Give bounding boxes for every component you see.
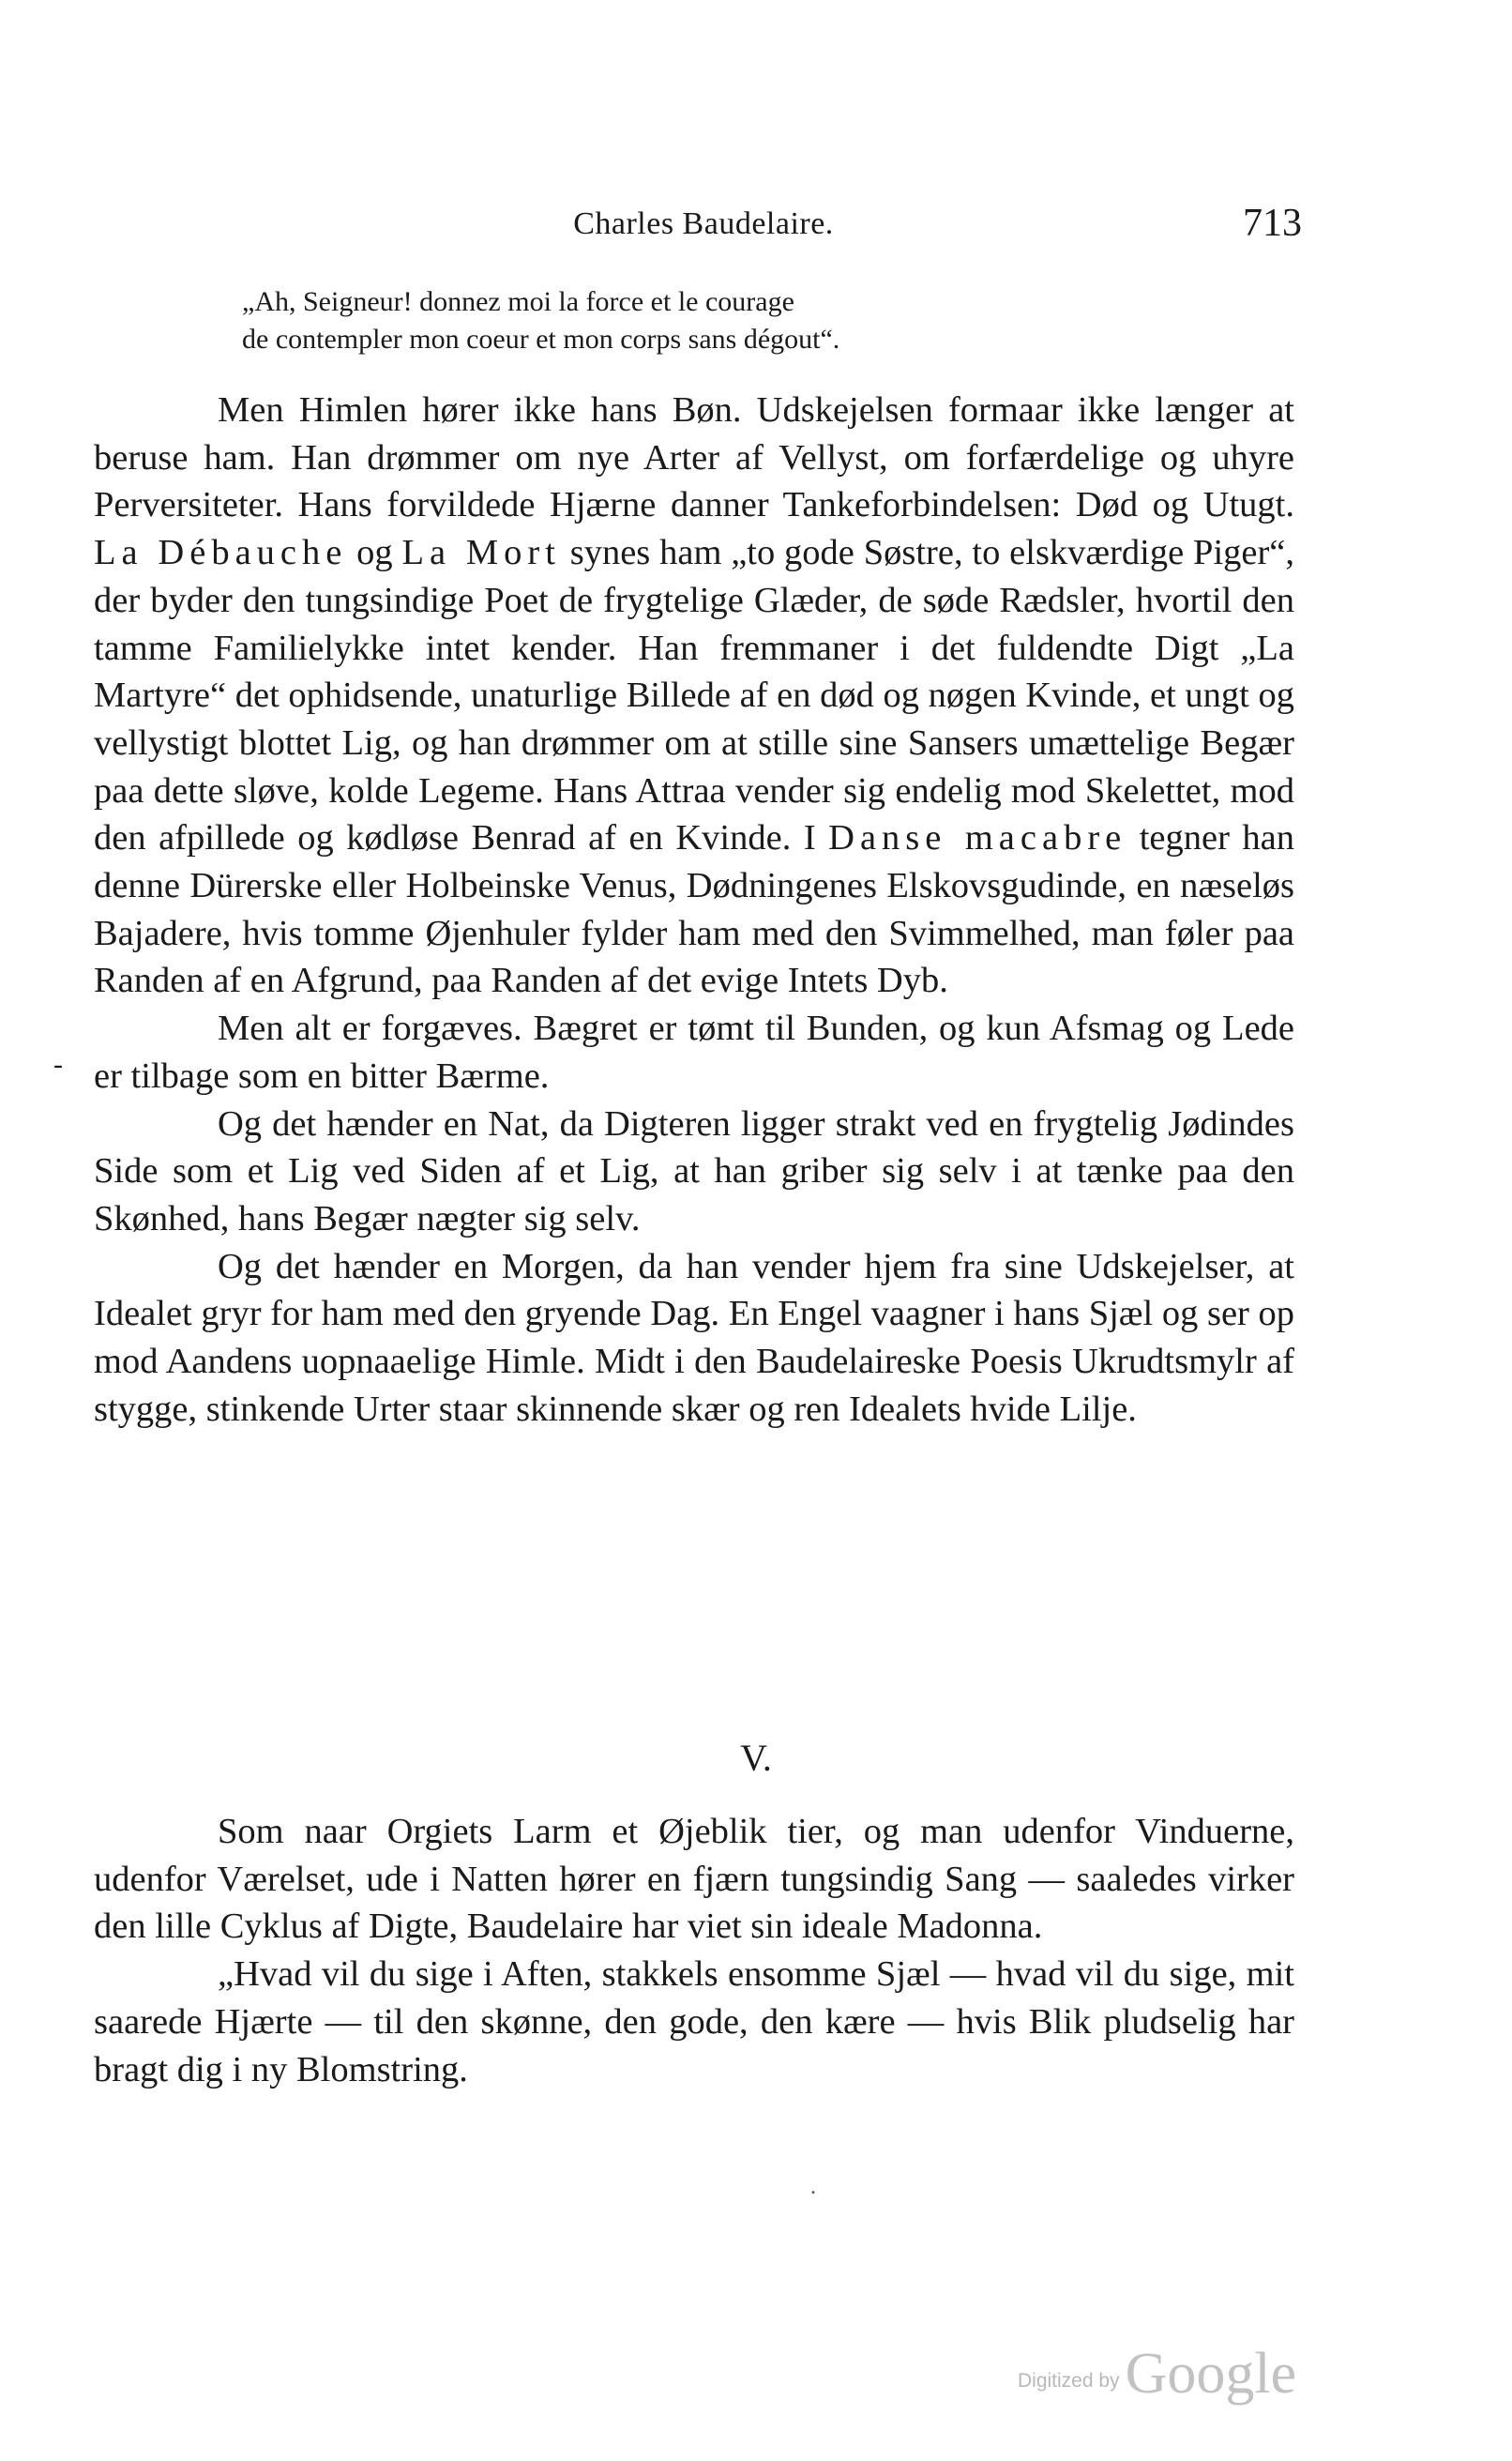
margin-mark: -: [53, 1049, 63, 1080]
paragraph-1-text-g: tegner han denne Dürerske eller Holbeinske Venus, Dødningenes Elskovsgudinde, en næseløs Bajadere, hvis tomme Øjenhuler fylder ham med den Svimmelhed, man føler paa Randen af en Afgrund, paa Randen af det evige Intets Dyb.: [94, 818, 1295, 1001]
watermark-prefix: Digitized by: [1018, 2370, 1120, 2392]
stray-dot: .: [810, 2175, 816, 2199]
page-number: 713: [1243, 202, 1302, 245]
epigraph-quote: [242, 283, 839, 358]
paragraph-3: Og det hænder en Nat, da Digteren ligger strakt ved en frygtelig Jødindes Side som et Lig ved Siden af et Lig, at han griber sig selv i at tænke paa den Skønhed, hans Begær nægter sig selv.: [94, 1103, 1294, 1238]
quote-line-2: de contempler mon coeur et mon corps sans dégout“.: [242, 324, 840, 355]
body-text-part-2: [94, 1808, 1294, 2093]
section-heading: V.: [740, 1737, 772, 1779]
paragraph-1-text-e: synes ham „to gode Søstre, to elskværdige Piger“, der byder den tungsindige Poet de frygtelige Glæder, de søde Rædsler, hvortil den tamme Familielykke intet kender. Han fremmaner i det fuldendte Digt „La Martyre“ det ophidsende, unaturlige Billede af en død og nøgen Kvinde, et ungt og vellystigt blottet Lig, og han drømmer om at stille sine Sansers umættelige Begær paa dette sløve, kolde Legeme. Hans Attraa vender sig endelig mod Skelettet, mod den afpillede og kødløse Benrad af en Kvinde. I: [94, 533, 1295, 858]
paragraph-2: Men alt er forgæves. Bægret er tømt til Bunden, og kun Afsmag og Lede er tilbage som en bitter Bærme.: [94, 1009, 1294, 1096]
paragraph-6: „Hvad vil du sige i Aften, stakkels ensomme Sjæl — hvad vil du sige, mit saarede Hjærte — til den skønne, den gode, den kære — hvis Blik pludselig har bragt dig i ny Blomstring.: [94, 1954, 1294, 2089]
body-text-part-1: [94, 387, 1294, 1433]
running-title: Charles Baudelaire.: [573, 206, 834, 241]
paragraph-1-text-c: og: [356, 533, 393, 573]
emphasis-danse-macabre: Danse macabre: [828, 818, 1127, 858]
digitized-watermark: [1018, 2341, 1296, 2408]
paragraph-1: [94, 387, 1294, 1005]
quote-line-1: „Ah, Seigneur! donnez moi la force et le courage: [242, 286, 794, 317]
google-logo: Google: [1125, 2342, 1297, 2406]
paragraph-5: Som naar Orgiets Larm et Øjeblik tier, og man udenfor Vinduerne, udenfor Værelset, ude i Natten hører en fjærn tungsindig Sang — saaledes virker den lille Cyklus af Digte, Baudelaire har viet sin ideale Madonna.: [94, 1812, 1294, 1947]
emphasis-la-debauche: La Débauche: [94, 533, 348, 573]
emphasis-la-mort: La Mort: [401, 533, 561, 573]
paragraph-1-text-a: Men Himlen hører ikke hans Bøn. Udskejelsen formaar ikke længer at beruse ham. Han drømmer om nye Arter af Vellyst, om forfærdelige og uhyre Perversiteter. Hans forvildede Hjærne danner Tankeforbindelsen: Død og Utugt.: [94, 390, 1294, 525]
running-header: [94, 202, 1313, 263]
paragraph-4: Og det hænder en Morgen, da han vender hjem fra sine Udskejelser, at Idealet gryr for ham med den gryende Dag. En Engel vaagner i hans Sjæl og ser op mod Aandens uopnaaelige Himle. Midt i den Baudelaireske Poesis Ukrudtsmylr af stygge, stinkende Urter staar skinnende skær og ren Idealets hvide Lilje.: [94, 1246, 1294, 1429]
